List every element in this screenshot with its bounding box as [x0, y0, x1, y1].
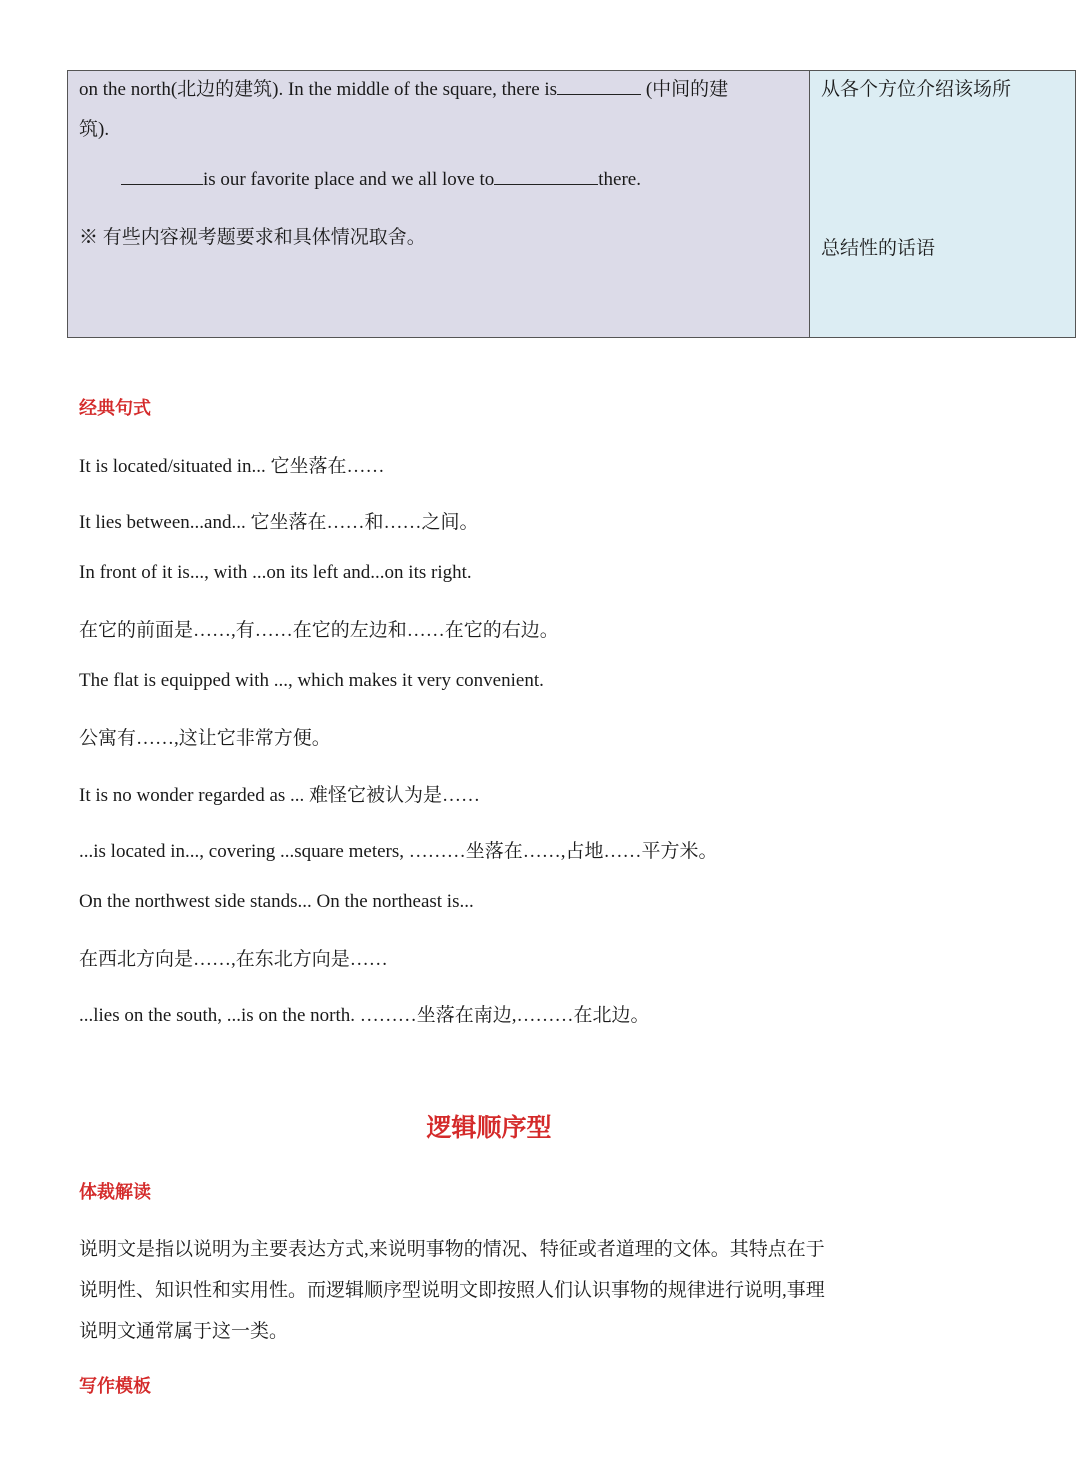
template-line-1-text: on the north(北边的建筑). In the middle of the square, there is [79, 79, 558, 100]
genre-paragraph-line: 说明性、知识性和实用性。而逻辑顺序型说明文即按照人们认识事物的规律进行说明,事理 [79, 1280, 825, 1301]
sentence-line: In front of it is..., with ...on its left and...on its right. [79, 562, 472, 583]
sentence-line: 在西北方向是……,在东北方向是…… [79, 949, 388, 970]
sentence-line: It is no wonder regarded as ... 难怪它被认为是…… [79, 785, 481, 806]
classic-sentences-heading: 经典句式 [79, 398, 151, 419]
genre-paragraph-line: 说明文是指以说明为主要表达方式,来说明事物的情况、特征或者道理的文体。其特点在于 [79, 1239, 825, 1260]
sentence-line: ...is located in..., covering ...square meters, ………坐落在……,占地……平方米。 [79, 841, 718, 862]
direction-note: 从各个方位介绍该场所 [821, 79, 1012, 100]
genre-reading-heading: 体裁解读 [79, 1182, 151, 1203]
sentence-line: 在它的前面是……,有……在它的左边和……在它的右边。 [79, 620, 559, 641]
template-line-3-tail: there. [598, 169, 641, 190]
writing-template-heading: 写作模板 [79, 1376, 151, 1397]
sentence-line: ...lies on the south, ...is on the north. ………坐落在南边,………在北边。 [79, 1005, 650, 1026]
sentence-line: The flat is equipped with ..., which makes it very convenient. [79, 670, 544, 691]
genre-paragraph-line: 说明文通常属于这一类。 [79, 1321, 289, 1342]
template-left-cell [68, 71, 810, 337]
blank-place [121, 183, 203, 185]
sentence-line: 公寓有……,这让它非常方便。 [79, 728, 331, 749]
section-title: 逻辑顺序型 [426, 1113, 552, 1142]
template-line-1-tail: (中间的建 [641, 79, 729, 100]
template-table [67, 70, 1076, 338]
summary-note: 总结性的话语 [821, 238, 936, 259]
template-line-1 [79, 74, 728, 101]
template-line-2: 筑). [79, 119, 110, 140]
blank-activity [494, 183, 598, 185]
sentence-line: It is located/situated in... 它坐落在…… [79, 456, 385, 477]
sentence-line: On the northwest side stands... On the northeast is... [79, 891, 474, 912]
template-right-cell [810, 71, 1075, 337]
sentence-line: It lies between...and... 它坐落在……和……之间。 [79, 512, 479, 533]
template-line-3 [121, 169, 641, 191]
blank-middle-building [557, 93, 641, 95]
template-line-3-text: is our favorite place and we all love to [203, 169, 495, 190]
template-note: ※ 有些内容视考题要求和具体情况取舍。 [79, 227, 426, 248]
